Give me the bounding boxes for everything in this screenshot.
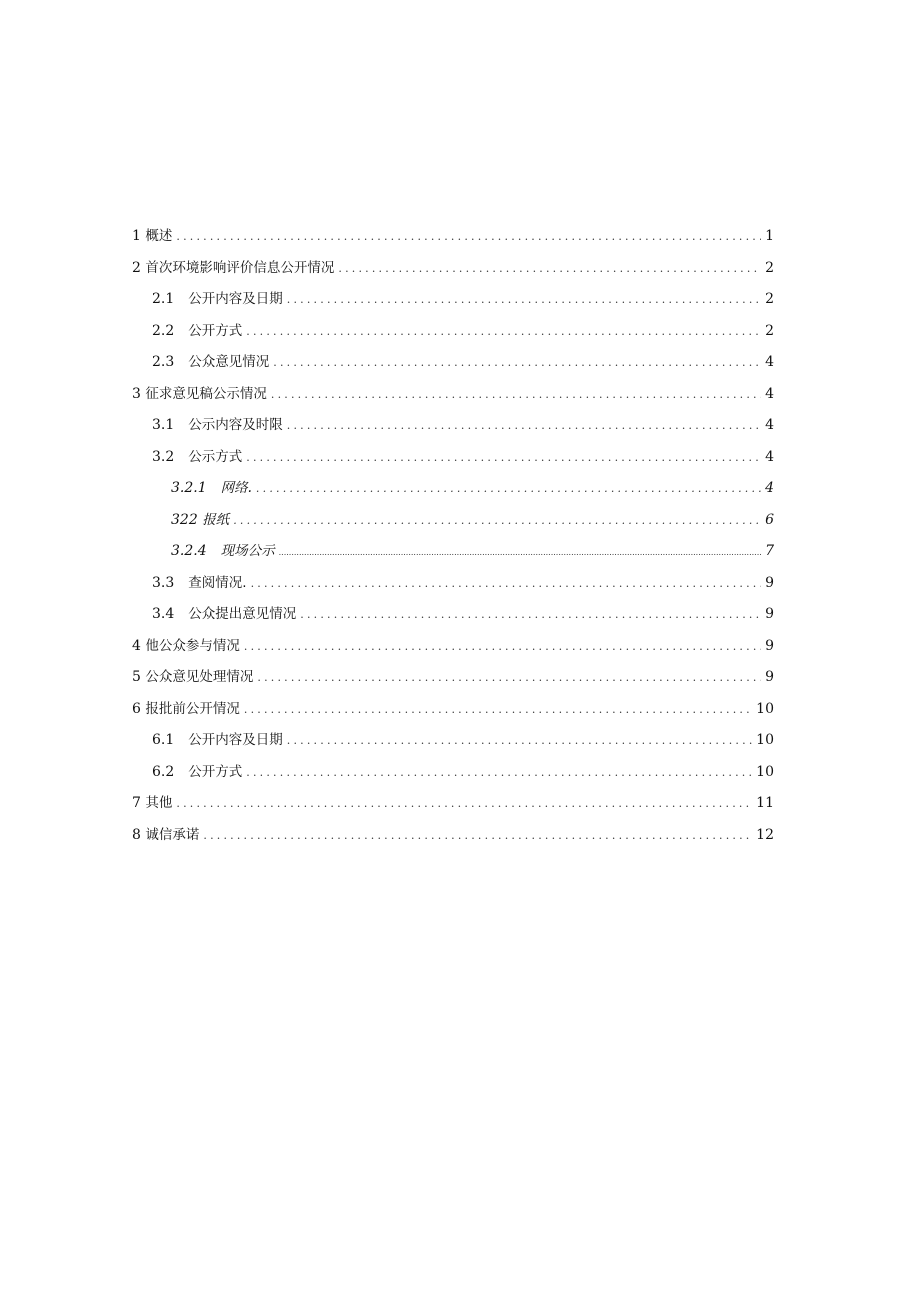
toc-entry-3-1[interactable] bbox=[132, 413, 774, 445]
toc-number: 322 bbox=[171, 511, 198, 528]
toc-label: 查阅情况. bbox=[188, 574, 247, 591]
toc-entry-2-1[interactable] bbox=[132, 287, 774, 319]
toc-entry-4[interactable] bbox=[132, 634, 774, 666]
toc-leader bbox=[244, 703, 752, 716]
toc-number: 3.2.4 bbox=[171, 543, 207, 559]
toc-entry-2[interactable] bbox=[132, 256, 774, 288]
toc-entry-3-2-4[interactable] bbox=[132, 539, 774, 571]
toc-label: 公众提出意见情况 bbox=[188, 606, 297, 622]
toc-label: 公示内容及时限 bbox=[188, 417, 283, 433]
toc-label: 公开方式 bbox=[188, 322, 243, 339]
toc-leader bbox=[287, 293, 761, 306]
toc-entry-6-1[interactable] bbox=[132, 728, 774, 760]
toc-page: 10 bbox=[756, 763, 774, 780]
toc-label: 报批前公开情况 bbox=[145, 700, 240, 717]
toc-label: 公开内容及日期 bbox=[188, 732, 283, 748]
toc-page: 4 bbox=[765, 354, 774, 370]
toc-leader bbox=[203, 829, 752, 842]
toc-label: 现场公示 bbox=[220, 543, 275, 559]
toc-page: 11 bbox=[756, 795, 774, 811]
toc-leader bbox=[338, 262, 761, 275]
toc-number: 3.2.1 bbox=[171, 480, 207, 496]
toc-page: 12 bbox=[756, 826, 774, 843]
toc-label: 他公众参与情况 bbox=[145, 637, 240, 654]
toc-entry-3-2-2[interactable] bbox=[132, 508, 774, 540]
toc-label: 概述 bbox=[145, 228, 173, 244]
toc-leader bbox=[176, 230, 761, 243]
toc-page: 4 bbox=[765, 385, 774, 402]
toc-page: 4 bbox=[765, 448, 774, 465]
toc-entry-8[interactable] bbox=[132, 823, 774, 855]
toc-leader bbox=[246, 325, 761, 338]
toc-entry-6[interactable] bbox=[132, 697, 774, 729]
toc-label: 网络. bbox=[220, 480, 252, 496]
toc-number: 3.2 bbox=[152, 448, 175, 465]
toc-label: 公开方式 bbox=[188, 763, 243, 780]
toc-entry-5[interactable] bbox=[132, 665, 774, 697]
toc-page: 9 bbox=[765, 606, 774, 622]
toc-number: 2.2 bbox=[152, 322, 175, 339]
toc-page: 9 bbox=[765, 574, 774, 591]
table-of-contents bbox=[132, 224, 774, 854]
toc-number: 2 bbox=[132, 259, 141, 276]
toc-number: 3.4 bbox=[152, 606, 175, 622]
toc-entry-1[interactable] bbox=[132, 224, 774, 256]
toc-number: 3.3 bbox=[152, 574, 175, 591]
toc-label: 诚信承诺 bbox=[145, 826, 200, 843]
toc-page: 9 bbox=[765, 669, 774, 685]
toc-entry-7[interactable] bbox=[132, 791, 774, 823]
toc-entry-3-2-1[interactable] bbox=[132, 476, 774, 508]
toc-number: 5 bbox=[132, 669, 141, 685]
toc-label: 首次环境影响评价信息公开情况 bbox=[145, 259, 335, 276]
toc-page: 2 bbox=[765, 259, 774, 276]
toc-page: 6 bbox=[765, 511, 774, 528]
toc-page: 9 bbox=[765, 637, 774, 654]
toc-entry-2-2[interactable] bbox=[132, 319, 774, 351]
toc-page: 1 bbox=[765, 228, 774, 244]
toc-page: 10 bbox=[756, 700, 774, 717]
toc-number: 1 bbox=[132, 228, 141, 244]
toc-page: 2 bbox=[765, 291, 774, 307]
toc-leader bbox=[271, 388, 761, 401]
toc-number: 2.3 bbox=[152, 354, 175, 370]
toc-entry-2-3[interactable] bbox=[132, 350, 774, 382]
toc-entry-3-4[interactable] bbox=[132, 602, 774, 634]
toc-label: 公示方式 bbox=[188, 448, 243, 465]
toc-label: 报纸 bbox=[202, 511, 230, 528]
toc-leader bbox=[256, 482, 761, 495]
toc-leader bbox=[244, 640, 761, 653]
toc-leader bbox=[300, 608, 761, 621]
toc-entry-3[interactable] bbox=[132, 382, 774, 414]
toc-number: 7 bbox=[132, 795, 141, 811]
toc-label: 征求意见稿公示情况 bbox=[145, 385, 267, 402]
toc-label: 公众意见处理情况 bbox=[145, 669, 254, 685]
toc-number: 2.1 bbox=[152, 291, 175, 307]
toc-number: 6 bbox=[132, 700, 141, 717]
toc-leader bbox=[287, 419, 761, 432]
toc-entry-3-3[interactable] bbox=[132, 571, 774, 603]
toc-page: 7 bbox=[765, 543, 774, 559]
toc-page: 2 bbox=[765, 322, 774, 339]
toc-entry-6-2[interactable] bbox=[132, 760, 774, 792]
toc-leader bbox=[251, 577, 762, 590]
toc-page: 10 bbox=[756, 732, 774, 748]
toc-number: 8 bbox=[132, 826, 141, 843]
toc-leader bbox=[246, 766, 752, 779]
toc-leader bbox=[257, 671, 761, 684]
toc-entry-3-2[interactable] bbox=[132, 445, 774, 477]
toc-number: 3 bbox=[132, 385, 141, 402]
toc-label: 公开内容及日期 bbox=[188, 291, 283, 307]
toc-page: 4 bbox=[765, 480, 774, 496]
toc-leader bbox=[273, 356, 761, 369]
toc-leader bbox=[246, 451, 761, 464]
toc-number: 6.2 bbox=[152, 763, 175, 780]
toc-label: 公众意见情况 bbox=[188, 354, 270, 370]
toc-number: 6.1 bbox=[152, 732, 175, 748]
toc-label: 其他 bbox=[145, 795, 173, 811]
toc-page: 4 bbox=[765, 417, 774, 433]
toc-leader bbox=[287, 734, 752, 747]
toc-number: 4 bbox=[132, 637, 141, 654]
toc-leader bbox=[176, 797, 752, 810]
toc-leader bbox=[279, 548, 761, 557]
toc-number: 3.1 bbox=[152, 417, 175, 433]
toc-leader bbox=[233, 514, 761, 527]
